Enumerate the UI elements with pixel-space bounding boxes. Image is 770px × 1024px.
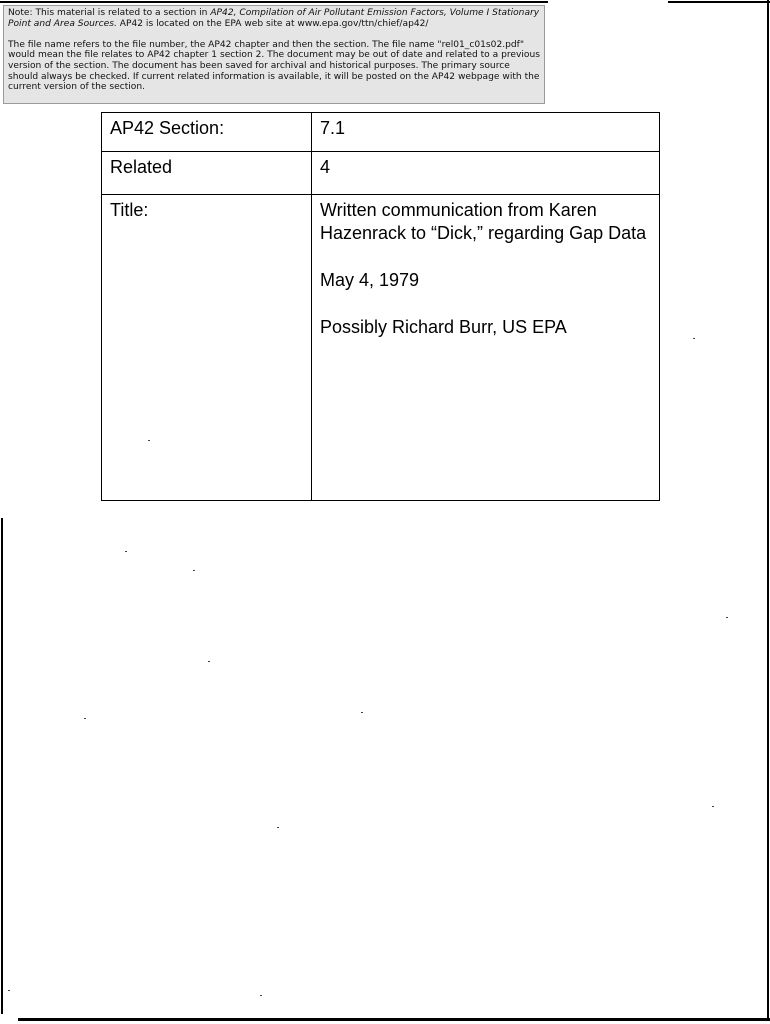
title-cell xyxy=(312,195,660,501)
scan-speck xyxy=(125,551,127,552)
section-label: AP42 Section: xyxy=(102,113,312,152)
scan-speck xyxy=(193,570,195,571)
scan-speck xyxy=(208,661,210,662)
related-label: Related xyxy=(102,152,312,195)
scan-speck xyxy=(148,440,150,441)
table-row-related xyxy=(102,152,660,195)
scan-speck xyxy=(361,712,363,713)
scan-edge-left xyxy=(1,518,3,1014)
document-info-table xyxy=(101,112,660,501)
scan-edge-bottom xyxy=(18,1018,770,1021)
note-paragraph-source xyxy=(8,8,540,29)
title-label: Title: xyxy=(102,195,312,501)
scan-speck xyxy=(84,718,86,719)
scan-speck xyxy=(8,990,10,991)
scan-speck xyxy=(726,617,728,618)
archival-note-box xyxy=(3,5,545,104)
author-value: Possibly Richard Burr, US EPA xyxy=(320,317,567,337)
related-value: 4 xyxy=(312,152,660,195)
note-publication-title: AP42, Compilation of Air Pollutant Emission Factors, Volume I Stationary Point and Area Sources. xyxy=(8,8,540,29)
title-value: Written communication from Karen Hazenrack to “Dick,” regarding Gap Data xyxy=(320,200,647,243)
note-website-text: AP42 is located on the EPA web site at www.epa.gov/ttn/chief/ap42/ xyxy=(116,18,429,29)
scan-speck xyxy=(693,338,695,339)
section-value: 7.1 xyxy=(312,113,660,152)
scan-edge-right xyxy=(767,0,769,1020)
table-row-section xyxy=(102,113,660,152)
note-intro-text: Note: This material is related to a section in xyxy=(8,8,211,18)
scan-speck xyxy=(260,995,262,996)
scan-speck xyxy=(277,827,279,828)
top-border-line-right xyxy=(668,1,770,3)
note-paragraph-filename: The file name refers to the file number, the AP42 chapter and then the section. The file name "rel01_c01s02.pdf" would mean the file relates to AP42 chapter 1 section 2. The document may be out of date and related to a previous version of the section. The document has been saved for archival and historical purposes. The primary source should always be checked. If current related information is available, it will be posted on the AP42 webpage with the current version of the section. xyxy=(8,39,540,93)
date-value: May 4, 1979 xyxy=(320,270,420,290)
scan-speck xyxy=(712,806,714,807)
top-border-line xyxy=(0,1,548,3)
table-row-title xyxy=(102,195,660,501)
